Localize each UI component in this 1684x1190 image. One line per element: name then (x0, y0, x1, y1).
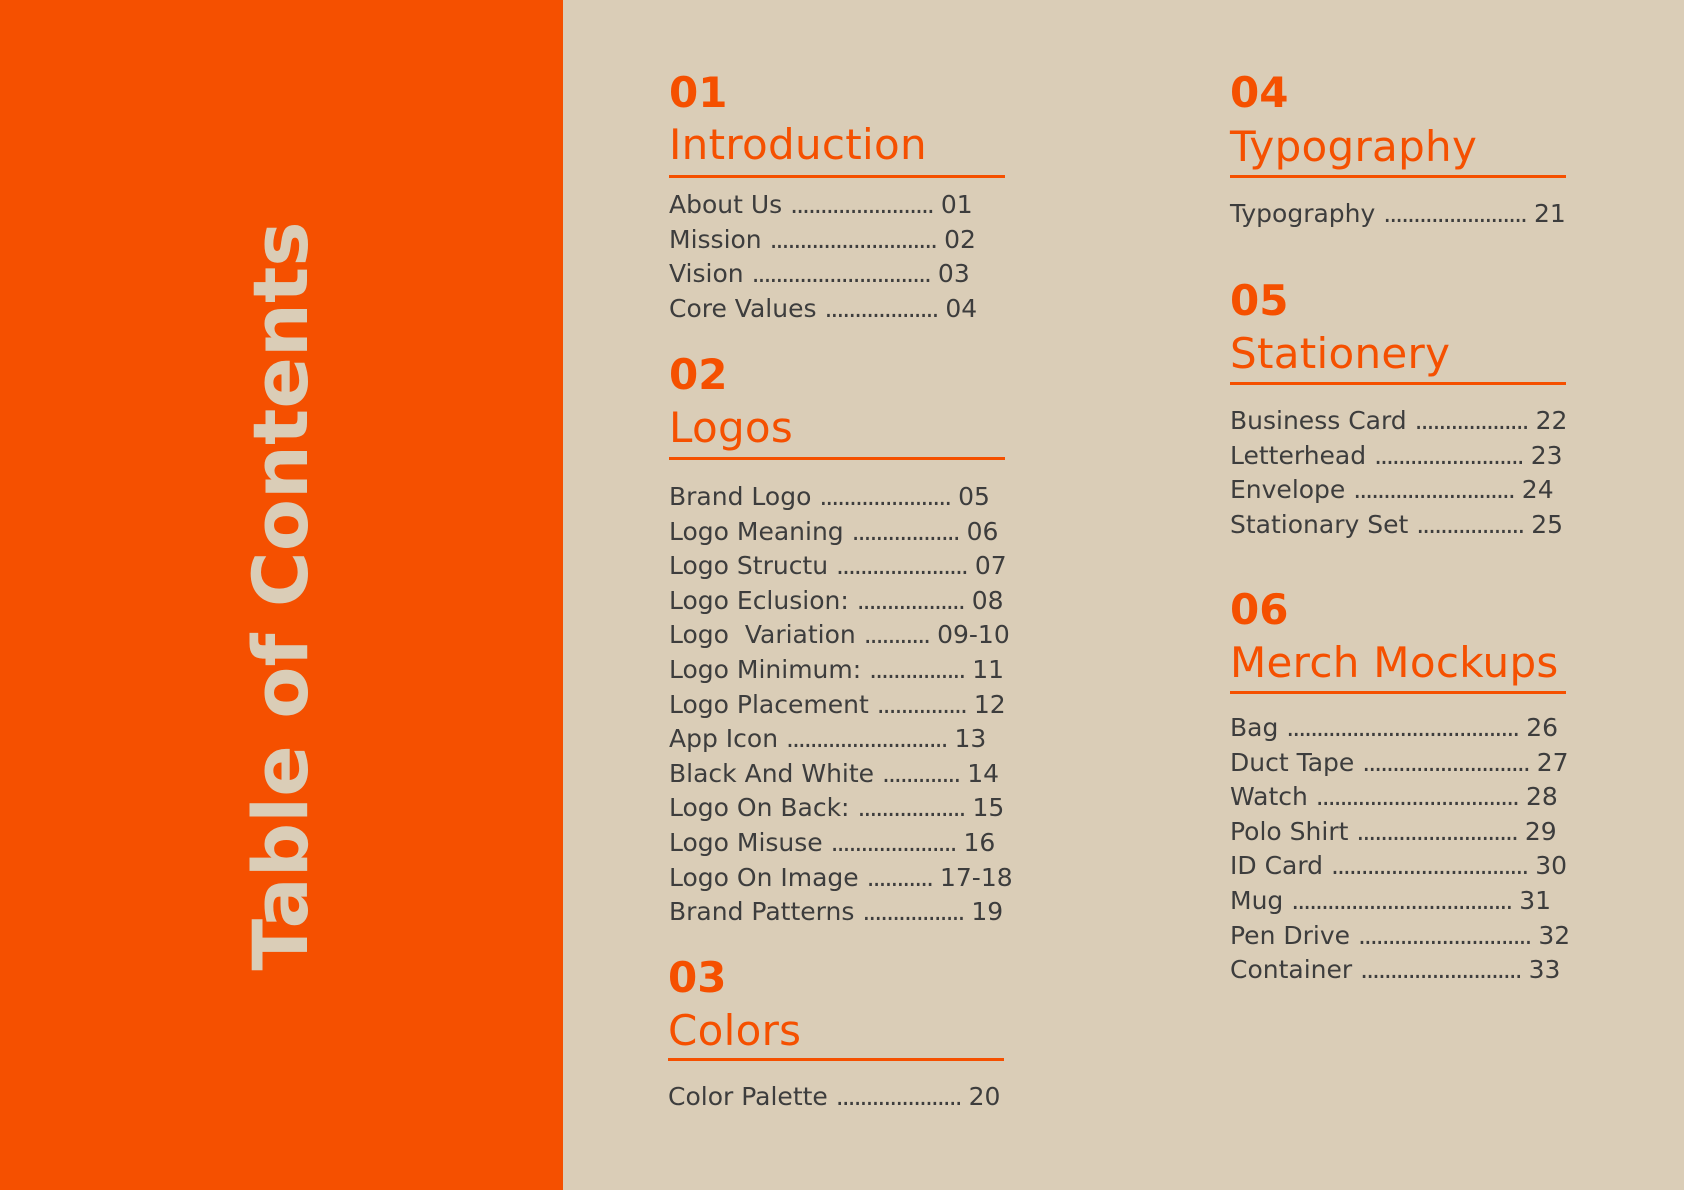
section-divider (668, 1058, 1004, 1061)
toc-entry[interactable] (1230, 784, 1558, 814)
toc-entry[interactable] (669, 516, 999, 549)
toc-entry[interactable] (1230, 477, 1554, 507)
dot-leader: ................ (869, 655, 965, 684)
toc-entry[interactable] (1230, 853, 1567, 883)
dot-leader: .................. (856, 585, 964, 615)
toc-entry[interactable] (1230, 888, 1551, 918)
toc-entry[interactable] (669, 689, 1006, 722)
entry-label: Black And White (669, 758, 875, 788)
entry-page-number: 05 (958, 482, 990, 511)
entry-label: Logo Misuse (669, 828, 823, 857)
entry-page-number: 20 (968, 1082, 1001, 1111)
toc-entry[interactable] (1230, 957, 1560, 987)
toc-entry[interactable] (669, 296, 977, 326)
entry-label: Container (1230, 955, 1353, 985)
entry-page-number: 32 (1538, 920, 1571, 950)
entry-page-number: 21 (1533, 199, 1566, 228)
dot-leader: ............................. (1357, 920, 1531, 950)
dot-leader: ........................... (786, 724, 947, 754)
dot-leader: ....................................... (1286, 713, 1519, 742)
toc-entry[interactable] (1230, 816, 1557, 849)
entry-page-number: 01 (940, 190, 973, 219)
toc-entry[interactable] (669, 899, 1003, 929)
entry-page-number: 29 (1524, 816, 1557, 846)
section-number: 04 (1230, 68, 1289, 117)
entry-page-number: 28 (1525, 782, 1558, 812)
entry-label: About Us (669, 190, 783, 219)
entry-label: Logo On Image (669, 862, 859, 892)
entry-label: Letterhead (1230, 440, 1367, 470)
dot-leader: ...................... (819, 482, 951, 511)
entry-label: Vision (669, 259, 744, 289)
entry-label: Brand Logo (669, 482, 812, 511)
dot-leader: ................... (824, 294, 938, 324)
toc-entry[interactable] (669, 585, 1004, 618)
entry-page-number: 23 (1530, 440, 1563, 470)
entry-label: Business Card (1230, 406, 1407, 435)
entry-page-number: 13 (954, 724, 987, 754)
entry-label: Logo Minimum: (669, 655, 862, 684)
toc-entry[interactable] (1230, 747, 1569, 780)
entry-label: Duct Tape (1230, 747, 1355, 777)
section-number: 02 (669, 350, 728, 399)
section-number: 05 (1230, 276, 1289, 325)
dot-leader: ........................ (1383, 199, 1526, 228)
entry-label: Logo Structu (669, 551, 829, 581)
entry-page-number: 22 (1535, 406, 1568, 435)
entry-label: Envelope (1230, 475, 1346, 505)
entry-page-number: 12 (973, 689, 1006, 719)
entry-page-number: 08 (971, 585, 1004, 615)
entry-page-number: 03 (937, 259, 970, 289)
dot-leader: ................. (862, 897, 964, 927)
dot-leader: .................. (857, 793, 965, 823)
entry-label: Typography (1230, 199, 1376, 228)
section-number: 03 (668, 953, 727, 1002)
entry-label: Logo On Back: (669, 793, 850, 823)
entry-page-number: 30 (1535, 851, 1568, 881)
entry-page-number: 04 (945, 294, 978, 324)
entry-label: Color Palette (668, 1082, 828, 1111)
entry-page-number: 15 (972, 793, 1005, 823)
entry-page-number: 25 (1531, 510, 1564, 540)
dot-leader: .............................. (751, 259, 930, 289)
toc-entry[interactable] (669, 553, 1007, 583)
entry-page-number: 27 (1536, 747, 1569, 777)
entry-label: Bag (1230, 713, 1279, 742)
entry-label: Brand Patterns (669, 897, 855, 927)
toc-entry[interactable] (1230, 715, 1558, 745)
section-number: 06 (1230, 585, 1289, 634)
dot-leader: ...................... (836, 551, 967, 581)
toc-entry[interactable] (669, 622, 1010, 652)
section-number: 01 (669, 68, 728, 117)
entry-label: Pen Drive (1230, 920, 1351, 950)
entry-label: ID Card (1230, 851, 1324, 881)
dot-leader: .................. (851, 516, 959, 546)
toc-entry[interactable] (669, 830, 995, 860)
toc-entry[interactable] (669, 484, 990, 514)
dot-leader: ......................... (1374, 440, 1523, 470)
entry-page-number: 09-10 (937, 620, 1010, 650)
dot-leader: ............. (882, 758, 960, 788)
entry-page-number: 31 (1519, 886, 1552, 915)
entry-label: Logo Variation (669, 620, 856, 650)
entry-page-number: 16 (963, 828, 996, 857)
toc-entry[interactable] (669, 657, 1004, 687)
dot-leader: ................................. (1331, 851, 1528, 881)
dot-leader: ..................... (830, 828, 956, 857)
entry-page-number: 17-18 (940, 862, 1013, 892)
side-panel (0, 0, 563, 1190)
dot-leader: ............... (876, 689, 966, 719)
toc-entry[interactable] (669, 862, 1013, 895)
entry-label: Mission (669, 224, 762, 254)
dot-leader: ........... (866, 862, 933, 892)
section-title: Merch Mockups (1230, 638, 1559, 687)
dot-leader: ............................ (1362, 747, 1529, 777)
dot-leader: ........... (863, 620, 930, 650)
entry-page-number: 11 (972, 655, 1005, 684)
section-divider (1230, 175, 1566, 178)
dot-leader: ........................ (790, 190, 933, 219)
toc-entry[interactable] (1230, 440, 1563, 473)
entry-page-number: 26 (1526, 713, 1558, 742)
section-divider (669, 175, 1005, 178)
entry-page-number: 24 (1521, 475, 1554, 505)
dot-leader: ........................... (1353, 475, 1514, 505)
toc-entry[interactable] (669, 758, 1000, 791)
dot-leader: ................... (1414, 406, 1528, 435)
dot-leader: ..................... (835, 1082, 961, 1111)
entry-label: Stationary Set (1230, 510, 1409, 540)
entry-label: Watch (1230, 782, 1308, 812)
entry-label: Polo Shirt (1230, 816, 1349, 846)
dot-leader: ............................ (769, 224, 937, 254)
entry-page-number: 19 (971, 897, 1004, 927)
entry-page-number: 14 (967, 758, 1000, 788)
section-title: Logos (669, 403, 794, 452)
entry-label: Logo Eclusion: (669, 585, 849, 615)
side-title: Table of Contents (236, 221, 325, 971)
dot-leader: ..................................... (1291, 886, 1512, 915)
dot-leader: .................................. (1315, 782, 1518, 812)
entry-label: Core Values (669, 294, 817, 324)
entry-label: Mug (1230, 886, 1284, 915)
entry-page-number: 33 (1528, 955, 1561, 985)
toc-entry[interactable] (669, 192, 973, 222)
section-divider (1230, 382, 1566, 385)
dot-leader: .................. (1416, 510, 1524, 540)
section-title: Colors (668, 1006, 802, 1055)
entry-page-number: 07 (974, 551, 1007, 581)
toc-entry[interactable] (1230, 512, 1563, 542)
toc-entry[interactable] (668, 1084, 1000, 1114)
dot-leader: ........................... (1356, 816, 1517, 846)
toc-entry[interactable] (669, 261, 970, 291)
dot-leader: ........................... (1360, 955, 1521, 985)
toc-entry[interactable] (669, 224, 976, 257)
toc-entry[interactable] (669, 726, 986, 756)
entry-page-number: 02 (944, 224, 976, 254)
toc-entry[interactable] (1230, 408, 1567, 438)
entry-label: Logo Placement (669, 689, 869, 719)
entry-page-number: 06 (966, 516, 999, 546)
toc-entry[interactable] (669, 795, 1004, 825)
section-title: Introduction (669, 120, 927, 169)
entry-label: Logo Meaning (669, 516, 844, 546)
toc-entry[interactable] (1230, 920, 1571, 953)
section-divider (1230, 691, 1566, 694)
section-divider (669, 457, 1005, 460)
entry-label: App Icon (669, 724, 779, 754)
section-title: Stationery (1230, 329, 1451, 378)
toc-entry[interactable] (1230, 201, 1566, 231)
section-title: Typography (1230, 122, 1478, 171)
